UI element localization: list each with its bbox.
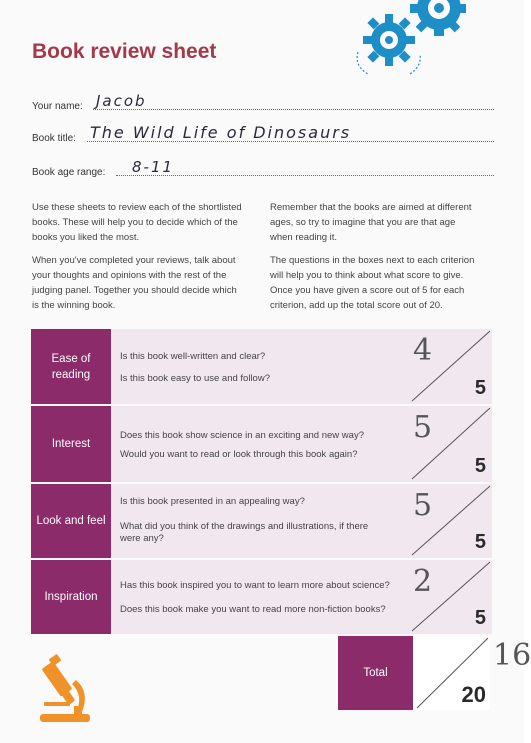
total-body	[413, 636, 531, 710]
age-range-field[interactable]	[32, 158, 502, 182]
page-title: Book review sheet	[32, 40, 217, 63]
score-handwritten[interactable]: 5	[413, 488, 433, 523]
total-handwritten[interactable]: 16	[493, 638, 531, 673]
criterion-look-and-feel	[31, 484, 492, 558]
microscope-icon	[30, 654, 96, 726]
instructions-left-2: When you've completed your reviews, talk about your thoughts and opinions with the rest of the judging panel. Together you should decide which is the winning book.	[32, 255, 237, 311]
criterion-inspiration	[31, 560, 492, 634]
criterion-label: Look and feel	[31, 484, 111, 558]
book-title-field[interactable]	[32, 124, 502, 148]
score-handwritten[interactable]: 2	[413, 564, 433, 599]
total-label: Total	[338, 636, 413, 710]
criterion-body	[111, 484, 492, 558]
criterion-question-1: Has this book inspired you to want to learn more about science?	[120, 580, 390, 591]
criterion-body	[111, 560, 492, 634]
name-field[interactable]	[32, 92, 502, 116]
instructions-right-1: Remember that the books are aimed at different ages, so try to imagine that you are that age when reading it.	[270, 202, 472, 243]
criterion-question-1: Is this book well-written and clear?	[120, 351, 266, 362]
criterion-interest	[31, 406, 492, 482]
total-box	[338, 636, 531, 710]
score-max: 5	[474, 377, 486, 399]
age-range-value[interactable]: 8-11	[132, 158, 175, 176]
criterion-question-2: What did you think of the drawings and illustrations, if there were any?	[120, 521, 369, 544]
total-max: 20	[461, 682, 486, 707]
criterion-label: Interest	[31, 406, 111, 482]
criterion-question-1: Does this book show science in an exciting and new way?	[120, 430, 364, 441]
score-handwritten[interactable]: 4	[413, 333, 433, 368]
name-value[interactable]: Jacob	[96, 92, 147, 110]
name-line	[93, 109, 494, 110]
score-max: 5	[474, 607, 486, 629]
book-title-value[interactable]: The Wild Life of Dinosaurs	[90, 123, 352, 142]
criterion-ease-of-reading	[31, 329, 492, 404]
criterion-label: Inspiration	[31, 560, 111, 634]
score-max: 5	[474, 531, 486, 553]
criterion-label: Ease of reading	[31, 329, 111, 404]
instructions-left-1: Use these sheets to review each of the shortlisted books. These will help you to decide which of the books you liked the most.	[32, 202, 242, 243]
criterion-question-2: Would you want to read or look through this book again?	[120, 449, 358, 460]
criterion-question-2: Is this book easy to use and follow?	[120, 373, 270, 384]
age-range-label: Book age range:	[32, 167, 106, 178]
instructions-right-2: The questions in the boxes next to each criterion will help you to think about what score to give. Once you have given a score out of 5 for each criterion, add up the total score out of 20.	[270, 255, 475, 311]
score-handwritten[interactable]: 5	[413, 410, 433, 445]
criterion-question-1: Is this book presented in an appealing way?	[120, 496, 305, 507]
book-title-label: Book title:	[32, 133, 76, 144]
criterion-body	[111, 329, 492, 404]
name-label: Your name:	[32, 101, 83, 112]
criterion-question-2: Does this book make you want to read more non-fiction books?	[120, 604, 386, 615]
criterion-body	[111, 406, 492, 482]
gears-icon	[352, 0, 524, 80]
score-max: 5	[474, 455, 486, 477]
